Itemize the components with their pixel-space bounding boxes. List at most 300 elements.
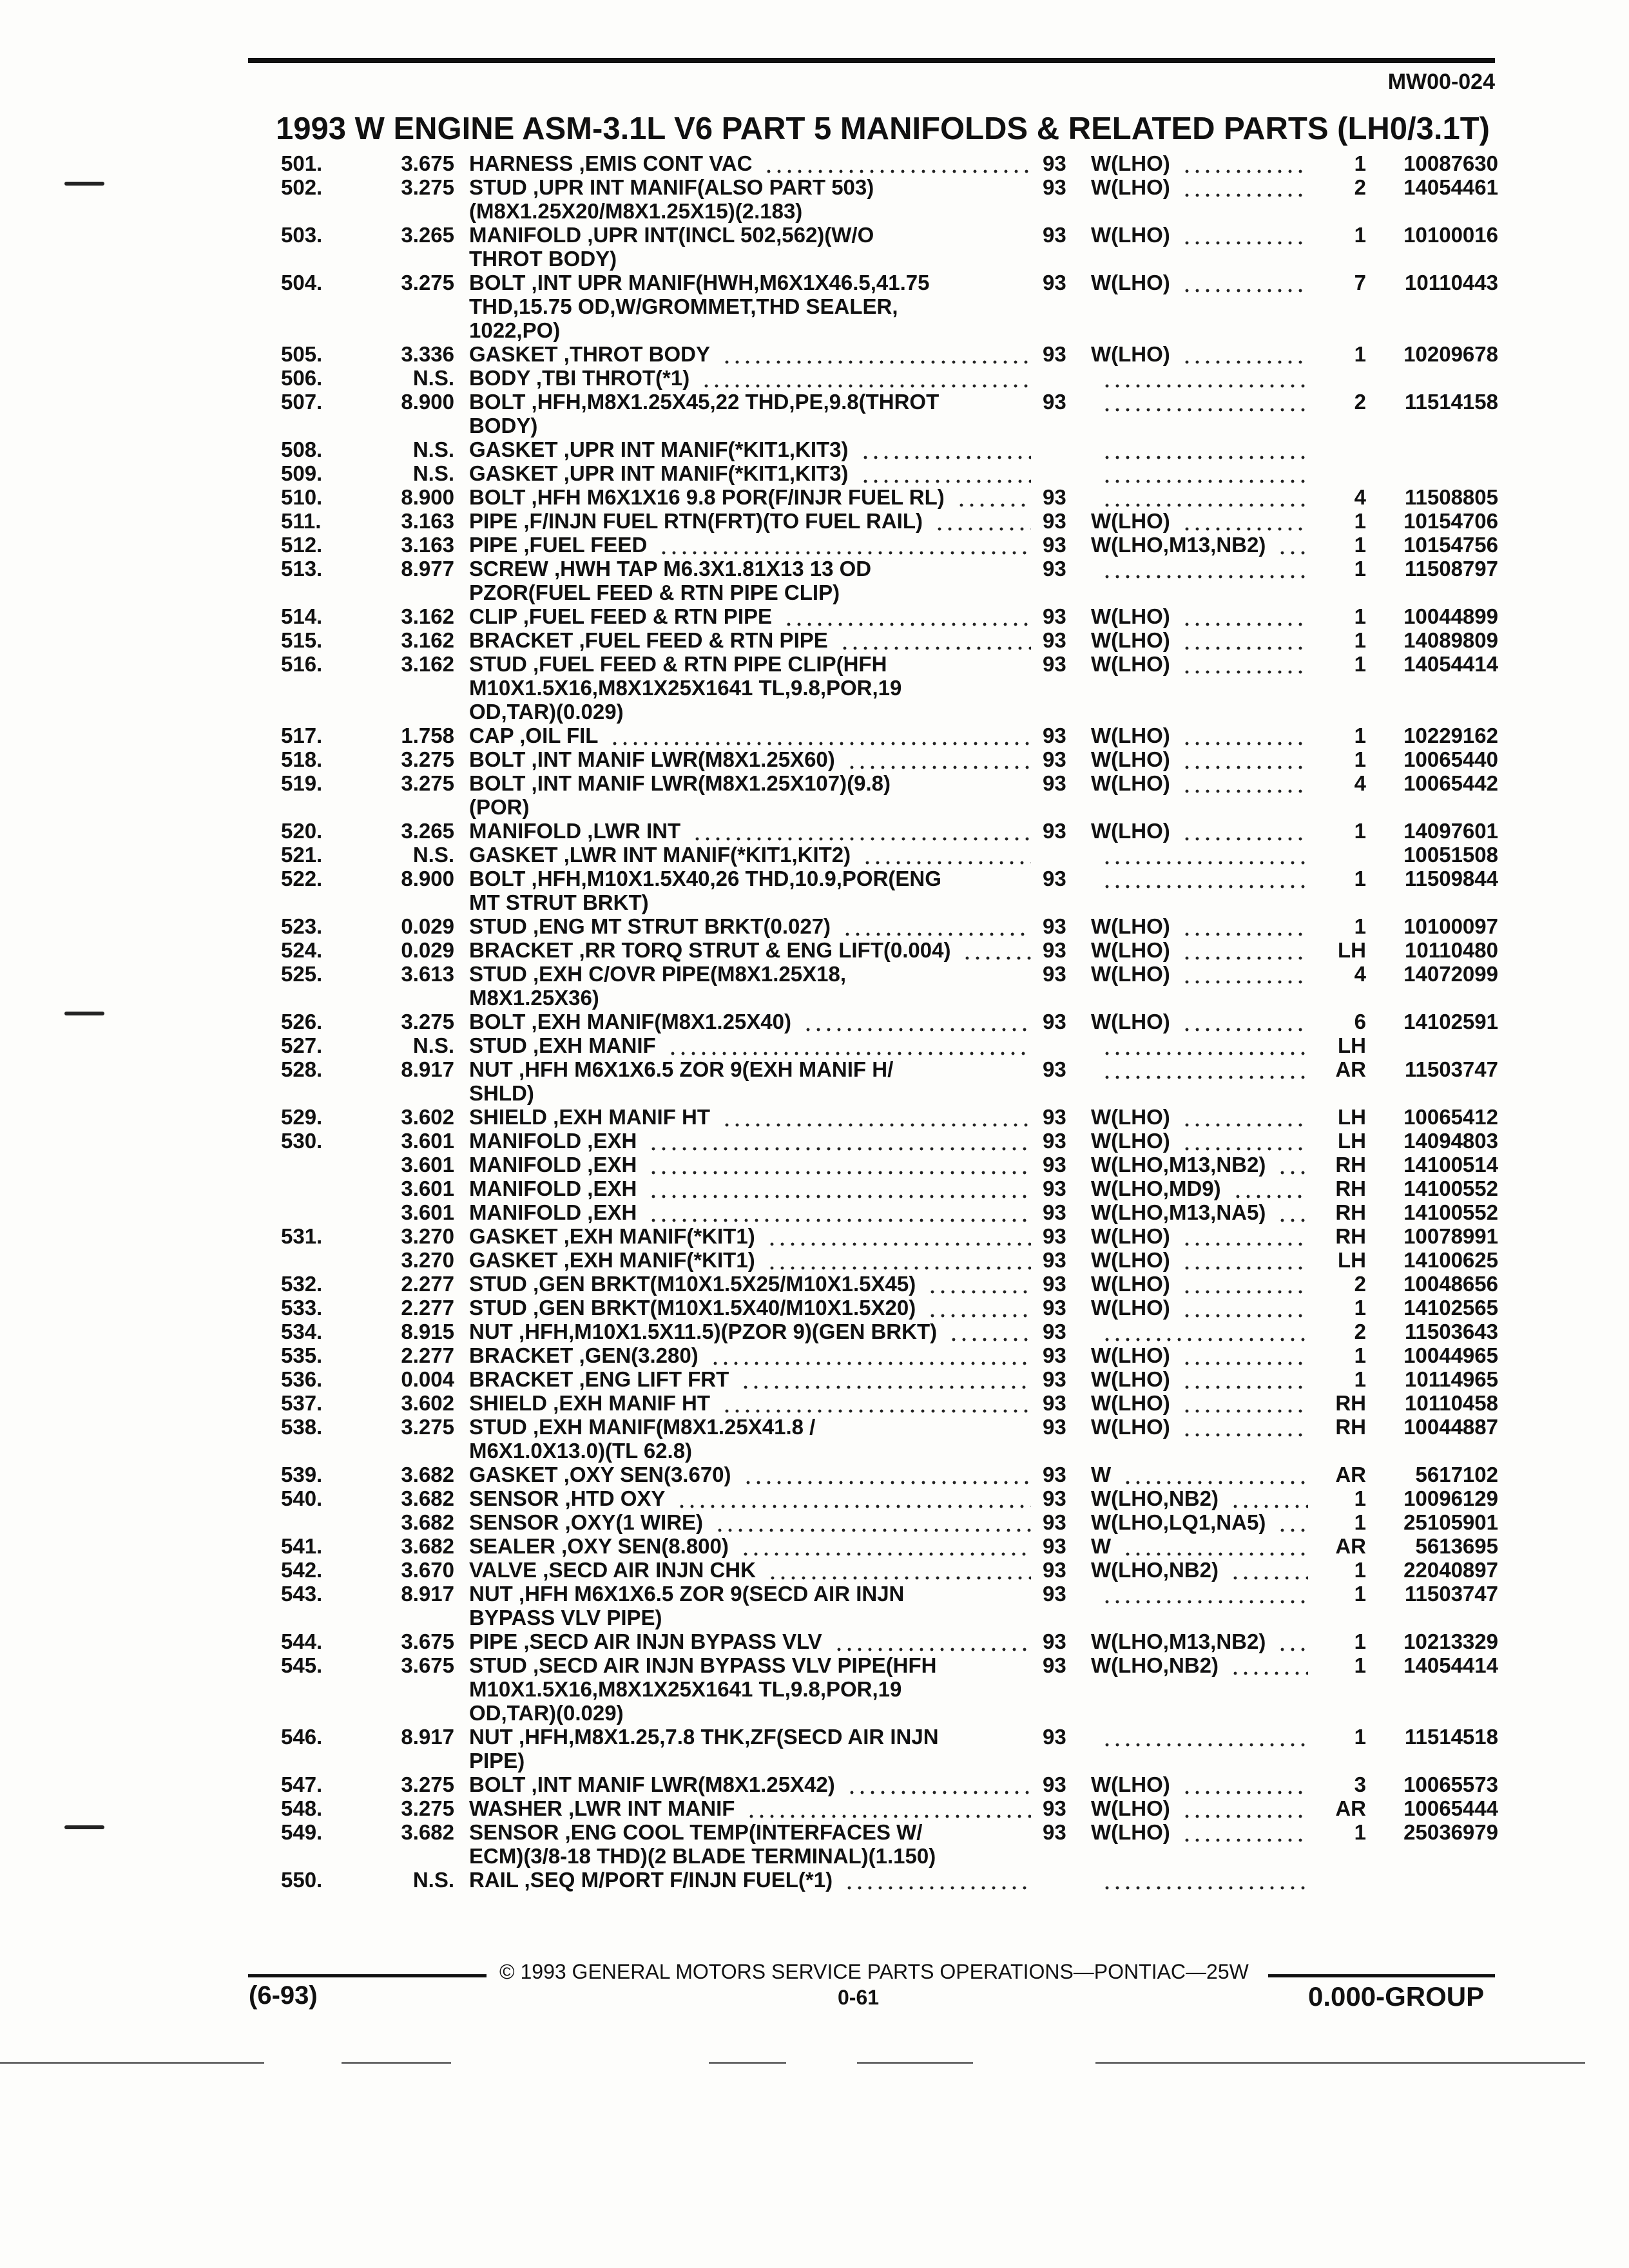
description-line: GASKET ,UPR INT MANIF(*KIT1,KIT3) xyxy=(469,461,849,485)
model-code: W(LHO) xyxy=(1091,914,1170,938)
group-number: 3.682 xyxy=(401,1463,454,1486)
group-number: 3.162 xyxy=(401,604,454,628)
leader-dots xyxy=(1102,1725,1308,1749)
group-number: 8.900 xyxy=(401,485,454,509)
leader-dots xyxy=(844,1868,1031,1892)
ref-number: 515. xyxy=(281,628,323,652)
quantity: 1 xyxy=(1354,1343,1366,1367)
table-row xyxy=(0,771,1629,819)
ref-number: 517. xyxy=(281,724,323,747)
model-year: 93 xyxy=(1043,1725,1066,1749)
leader-dots xyxy=(648,1177,1031,1200)
table-row xyxy=(0,366,1629,390)
quantity: 1 xyxy=(1354,747,1366,771)
model-year: 93 xyxy=(1043,1105,1066,1129)
description-line: NUT ,HFH M6X1X6.5 ZOR 9(SECD AIR INJN xyxy=(469,1582,905,1606)
ref-number: 532. xyxy=(281,1272,323,1296)
description-line: HARNESS ,EMIS CONT VAC xyxy=(469,151,753,175)
part-number: 25036979 xyxy=(1403,1820,1498,1844)
model-year: 93 xyxy=(1043,1367,1066,1391)
quantity: 1 xyxy=(1354,914,1366,938)
part-number: 10051508 xyxy=(1403,843,1498,867)
model-code: W(LHO) xyxy=(1091,1105,1170,1129)
description-line: SHIELD ,EXH MANIF HT xyxy=(469,1391,711,1415)
footer-rule-right xyxy=(1268,1974,1495,1977)
table-row xyxy=(0,342,1629,366)
group-number: N.S. xyxy=(412,437,454,461)
ref-number: 526. xyxy=(281,1010,323,1033)
model-year: 93 xyxy=(1043,1796,1066,1820)
model-year: 93 xyxy=(1043,151,1066,175)
model-year: 93 xyxy=(1043,1272,1066,1296)
model-code: W(LHO,NB2) xyxy=(1091,1558,1219,1582)
ref-number: 502. xyxy=(281,175,323,199)
description-line: BRACKET ,FUEL FEED & RTN PIPE xyxy=(469,628,828,652)
model-code: W(LHO) xyxy=(1091,962,1170,986)
description-line: (M8X1.25X20/M8X1.25X15)(2.183) xyxy=(469,199,803,223)
group-number: 3.275 xyxy=(401,271,454,294)
description-line: MANIFOLD ,EXH xyxy=(469,1200,637,1224)
model-code: W(LHO) xyxy=(1091,1010,1170,1033)
quantity: 7 xyxy=(1354,271,1366,294)
leader-dots xyxy=(715,1510,1031,1534)
ref-number: 534. xyxy=(281,1320,323,1343)
part-number: 14054414 xyxy=(1403,1653,1498,1677)
part-number: 10110480 xyxy=(1404,938,1498,962)
model-code: W xyxy=(1091,1534,1112,1558)
ref-number: 504. xyxy=(281,271,323,294)
part-description xyxy=(469,223,1036,271)
description-line: MANIFOLD ,EXH xyxy=(469,1153,637,1177)
part-description xyxy=(469,390,1036,437)
part-number: 14100625 xyxy=(1403,1248,1498,1272)
description-line: BOLT ,INT UPR MANIF(HWH,M6X1X46.5,41.75 xyxy=(469,271,930,294)
description-line: NUT ,HFH,M8X1.25,7.8 THK,ZF(SECD AIR INJN xyxy=(469,1725,939,1749)
table-row xyxy=(0,1796,1629,1820)
leader-dots xyxy=(1182,1820,1308,1844)
table-row xyxy=(0,1725,1629,1773)
description-line: STUD ,ENG MT STRUT BRKT(0.027) xyxy=(469,914,831,938)
table-row xyxy=(0,437,1629,461)
ref-number: 513. xyxy=(281,557,323,581)
description-line: BOLT ,HFH M6X1X16 9.8 POR(F/INJR FUEL RL) xyxy=(469,485,945,509)
leader-dots xyxy=(1102,843,1308,867)
description-line: M8X1.25X36) xyxy=(469,986,599,1010)
part-number: 14072099 xyxy=(1403,962,1498,986)
quantity: 2 xyxy=(1354,175,1366,199)
model-year: 93 xyxy=(1043,1200,1066,1224)
model-year: 93 xyxy=(1043,485,1066,509)
table-row xyxy=(0,1534,1629,1558)
description-line: STUD ,FUEL FEED & RTN PIPE CLIP(HFH xyxy=(469,652,887,676)
description-line: OD,TAR)(0.029) xyxy=(469,700,624,724)
model-code: W(LHO) xyxy=(1091,1272,1170,1296)
description-line: MANIFOLD ,LWR INT xyxy=(469,819,681,843)
group-number: 3.275 xyxy=(401,1010,454,1033)
description-line: M10X1.5X16,M8X1X25X1641 TL,9.8,POR,19 xyxy=(469,1677,902,1701)
description-line: GASKET ,OXY SEN(3.670) xyxy=(469,1463,731,1486)
part-number: 10078991 xyxy=(1403,1224,1498,1248)
ref-number: 538. xyxy=(281,1415,323,1439)
quantity: 6 xyxy=(1354,1010,1366,1033)
table-row xyxy=(0,1153,1629,1177)
quantity: 1 xyxy=(1354,1582,1366,1606)
ref-number: 545. xyxy=(281,1653,323,1677)
description-line: BRACKET ,GEN(3.280) xyxy=(469,1343,699,1367)
ref-number: 514. xyxy=(281,604,323,628)
description-line: SHLD) xyxy=(469,1081,534,1105)
page-code: MW00-024 xyxy=(1387,70,1495,94)
description-line: BODY) xyxy=(469,414,538,437)
part-number: 14054461 xyxy=(1403,175,1498,199)
group-number: 3.163 xyxy=(401,533,454,557)
group-number: 3.601 xyxy=(401,1153,454,1177)
quantity: RH xyxy=(1335,1391,1366,1415)
model-code: W(LHO) xyxy=(1091,1820,1170,1844)
leader-dots xyxy=(1182,1367,1308,1391)
part-number: 11503747 xyxy=(1404,1057,1498,1081)
model-code: W(LHO) xyxy=(1091,771,1170,795)
description-line: RAIL ,SEQ M/PORT F/INJN FUEL(*1) xyxy=(469,1868,833,1892)
ref-number: 536. xyxy=(281,1367,323,1391)
ref-number: 541. xyxy=(281,1534,323,1558)
leader-dots xyxy=(1182,1391,1308,1415)
model-year: 93 xyxy=(1043,1343,1066,1367)
group-number: 3.336 xyxy=(401,342,454,366)
part-number: 11509844 xyxy=(1404,867,1498,890)
table-row xyxy=(0,1200,1629,1224)
quantity: 1 xyxy=(1354,342,1366,366)
model-year: 93 xyxy=(1043,1534,1066,1558)
table-row xyxy=(0,1510,1629,1534)
model-year: 93 xyxy=(1043,533,1066,557)
leader-dots xyxy=(648,1129,1031,1153)
leader-dots xyxy=(701,366,1031,390)
quantity: AR xyxy=(1335,1463,1366,1486)
table-row xyxy=(0,533,1629,557)
part-description xyxy=(469,271,1036,342)
quantity: 1 xyxy=(1354,223,1366,247)
group-number: 3.613 xyxy=(401,962,454,986)
part-number: 10154706 xyxy=(1403,509,1498,533)
part-number: 10209678 xyxy=(1403,342,1498,366)
description-line: BRACKET ,ENG LIFT FRT xyxy=(469,1367,729,1391)
description-line: BOLT ,INT MANIF LWR(M8X1.25X60) xyxy=(469,747,835,771)
model-year: 93 xyxy=(1043,652,1066,676)
description-line: SEALER ,OXY SEN(8.800) xyxy=(469,1534,729,1558)
part-number: 14100552 xyxy=(1403,1177,1498,1200)
quantity: LH xyxy=(1338,938,1366,962)
ref-number: 519. xyxy=(281,771,323,795)
quantity: 4 xyxy=(1354,962,1366,986)
leader-dots xyxy=(1182,652,1308,676)
description-line: THROT BODY) xyxy=(469,247,617,271)
leader-dots xyxy=(710,1343,1031,1367)
table-row xyxy=(0,390,1629,437)
group-number: 3.682 xyxy=(401,1534,454,1558)
group-number: 3.162 xyxy=(401,652,454,676)
ref-number: 542. xyxy=(281,1558,323,1582)
ref-number: 543. xyxy=(281,1582,323,1606)
model-code: W(LHO) xyxy=(1091,271,1170,294)
description-line: GASKET ,EXH MANIF(*KIT1) xyxy=(469,1224,755,1248)
group-number: N.S. xyxy=(412,843,454,867)
group-number: 3.275 xyxy=(401,175,454,199)
quantity: 1 xyxy=(1354,628,1366,652)
quantity: 1 xyxy=(1354,1510,1366,1534)
model-code: W(LHO) xyxy=(1091,1129,1170,1153)
quantity: 1 xyxy=(1354,1629,1366,1653)
table-row xyxy=(0,914,1629,938)
model-year: 93 xyxy=(1043,604,1066,628)
table-row xyxy=(0,1129,1629,1153)
model-code: W(LHO) xyxy=(1091,509,1170,533)
ref-number: 503. xyxy=(281,223,323,247)
leader-dots xyxy=(1182,1796,1308,1820)
model-code: W(LHO,LQ1,NA5) xyxy=(1091,1510,1266,1534)
model-code: W(LHO) xyxy=(1091,1343,1170,1367)
model-code: W(LHO,NB2) xyxy=(1091,1486,1219,1510)
quantity: LH xyxy=(1338,1248,1366,1272)
part-description xyxy=(469,867,1036,914)
group-number: 3.275 xyxy=(401,1773,454,1796)
group-number: 3.682 xyxy=(401,1510,454,1534)
leader-dots xyxy=(1123,1463,1308,1486)
leader-dots xyxy=(1182,604,1308,628)
leader-dots xyxy=(1102,1033,1308,1057)
description-line: STUD ,GEN BRKT(M10X1.5X25/M10X1.5X45) xyxy=(469,1272,916,1296)
table-row xyxy=(0,867,1629,914)
ref-number: 512. xyxy=(281,533,323,557)
table-row xyxy=(0,1486,1629,1510)
table-row xyxy=(0,1367,1629,1391)
model-code: W(LHO) xyxy=(1091,652,1170,676)
description-line: BODY ,TBI THROT(*1) xyxy=(469,366,690,390)
leader-dots xyxy=(1277,533,1308,557)
model-year: 93 xyxy=(1043,1510,1066,1534)
group-number: N.S. xyxy=(412,461,454,485)
leader-dots xyxy=(1233,1177,1308,1200)
quantity: 1 xyxy=(1354,1725,1366,1749)
part-description xyxy=(469,962,1036,1010)
table-row xyxy=(0,509,1629,533)
part-description xyxy=(469,175,1036,223)
leader-dots xyxy=(1102,1057,1308,1081)
model-year: 93 xyxy=(1043,962,1066,986)
model-year: 93 xyxy=(1043,1629,1066,1653)
description-line: PIPE ,SECD AIR INJN BYPASS VLV xyxy=(469,1629,822,1653)
ref-number: 518. xyxy=(281,747,323,771)
model-year: 93 xyxy=(1043,1129,1066,1153)
table-row xyxy=(0,938,1629,962)
table-row xyxy=(0,485,1629,509)
description-line: GASKET ,EXH MANIF(*KIT1) xyxy=(469,1248,755,1272)
table-row xyxy=(0,962,1629,1010)
group-number: 0.029 xyxy=(401,938,454,962)
description-line: VALVE ,SECD AIR INJN CHK xyxy=(469,1558,756,1582)
part-description xyxy=(469,1653,1036,1725)
description-line: BOLT ,INT MANIF LWR(M8X1.25X42) xyxy=(469,1773,835,1796)
ref-number: 550. xyxy=(281,1868,323,1892)
table-row xyxy=(0,604,1629,628)
leader-dots xyxy=(934,509,1031,533)
scan-line xyxy=(342,2062,451,2064)
table-row xyxy=(0,1105,1629,1129)
model-year: 93 xyxy=(1043,557,1066,581)
description-line: STUD ,GEN BRKT(M10X1.5X40/M10X1.5X20) xyxy=(469,1296,916,1320)
model-code: W(LHO,NB2) xyxy=(1091,1653,1219,1677)
ref-number: 516. xyxy=(281,652,323,676)
model-year: 93 xyxy=(1043,342,1066,366)
group-number: 0.004 xyxy=(401,1367,454,1391)
leader-dots xyxy=(1182,1224,1308,1248)
model-year: 93 xyxy=(1043,628,1066,652)
part-number: 10065444 xyxy=(1403,1796,1498,1820)
quantity: 1 xyxy=(1354,1486,1366,1510)
model-year: 93 xyxy=(1043,1153,1066,1177)
quantity: 1 xyxy=(1354,509,1366,533)
model-code: W(LHO,M13,NB2) xyxy=(1091,1629,1266,1653)
model-year: 93 xyxy=(1043,1177,1066,1200)
leader-dots xyxy=(743,1463,1031,1486)
group-number: 8.977 xyxy=(401,557,454,581)
leader-dots xyxy=(1182,175,1308,199)
part-description xyxy=(469,771,1036,819)
leader-dots xyxy=(764,151,1031,175)
model-year: 93 xyxy=(1043,1224,1066,1248)
model-year: 93 xyxy=(1043,223,1066,247)
group-number: N.S. xyxy=(412,366,454,390)
part-number: 10065573 xyxy=(1403,1773,1498,1796)
ref-number: 527. xyxy=(281,1033,323,1057)
part-number: 10110458 xyxy=(1404,1391,1498,1415)
table-row xyxy=(0,1463,1629,1486)
group-number: 3.682 xyxy=(401,1486,454,1510)
group-number: 8.917 xyxy=(401,1057,454,1081)
leader-dots xyxy=(1182,628,1308,652)
model-code: W(LHO) xyxy=(1091,1773,1170,1796)
model-code: W(LHO) xyxy=(1091,223,1170,247)
ref-number: 510. xyxy=(281,485,323,509)
leader-dots xyxy=(1182,962,1308,986)
ref-number: 540. xyxy=(281,1486,323,1510)
part-description xyxy=(469,557,1036,604)
model-code: W(LHO) xyxy=(1091,938,1170,962)
group-number: 8.900 xyxy=(401,867,454,890)
part-number: 10100097 xyxy=(1403,914,1498,938)
table-row xyxy=(0,747,1629,771)
table-row xyxy=(0,223,1629,271)
leader-dots xyxy=(1102,1582,1308,1606)
ref-number: 523. xyxy=(281,914,323,938)
description-line: STUD ,EXH C/OVR PIPE(M8X1.25X18, xyxy=(469,962,847,986)
description-line: PIPE) xyxy=(469,1749,525,1773)
parts-table xyxy=(0,151,1629,1892)
description-line: SHIELD ,EXH MANIF HT xyxy=(469,1105,711,1129)
model-year: 93 xyxy=(1043,271,1066,294)
table-row xyxy=(0,652,1629,724)
group-number: 3.265 xyxy=(401,819,454,843)
description-line: (POR) xyxy=(469,795,530,819)
group-number: 2.277 xyxy=(401,1272,454,1296)
description-line: NUT ,HFH,M10X1.5X11.5)(PZOR 9)(GEN BRKT) xyxy=(469,1320,938,1343)
leader-dots xyxy=(862,843,1031,867)
leader-dots xyxy=(1182,1105,1308,1129)
group-number: 3.270 xyxy=(401,1224,454,1248)
model-code: W(LHO) xyxy=(1091,604,1170,628)
description-line: GASKET ,UPR INT MANIF(*KIT1,KIT3) xyxy=(469,437,849,461)
description-line: STUD ,SECD AIR INJN BYPASS VLV PIPE(HFH xyxy=(469,1653,937,1677)
model-year: 93 xyxy=(1043,914,1066,938)
group-number: 3.163 xyxy=(401,509,454,533)
table-row xyxy=(0,1558,1629,1582)
leader-dots xyxy=(1182,1010,1308,1033)
leader-dots xyxy=(847,747,1031,771)
quantity: 2 xyxy=(1354,390,1366,414)
description-line: PIPE ,F/INJN FUEL RTN(FRT)(TO FUEL RAIL) xyxy=(469,509,923,533)
table-row xyxy=(0,1057,1629,1105)
model-year: 93 xyxy=(1043,175,1066,199)
part-number: 10110443 xyxy=(1404,271,1498,294)
quantity: 1 xyxy=(1354,819,1366,843)
description-line: BOLT ,HFH,M10X1.5X40,26 THD,10.9,POR(ENG xyxy=(469,867,941,890)
leader-dots xyxy=(956,485,1031,509)
leader-dots xyxy=(927,1296,1031,1320)
group-number: 3.265 xyxy=(401,223,454,247)
model-code: W(LHO) xyxy=(1091,724,1170,747)
table-row xyxy=(0,151,1629,175)
group-number: 8.917 xyxy=(401,1582,454,1606)
quantity: 4 xyxy=(1354,485,1366,509)
leader-dots xyxy=(722,1391,1031,1415)
leader-dots xyxy=(1182,1129,1308,1153)
table-row xyxy=(0,1820,1629,1868)
part-description xyxy=(469,1582,1036,1629)
table-row xyxy=(0,1773,1629,1796)
ref-number: 546. xyxy=(281,1725,323,1749)
model-year: 93 xyxy=(1043,509,1066,533)
leader-dots xyxy=(1277,1629,1308,1653)
leader-dots xyxy=(1182,271,1308,294)
leader-dots xyxy=(834,1629,1031,1653)
leader-dots xyxy=(692,819,1031,843)
quantity: 1 xyxy=(1354,1296,1366,1320)
leader-dots xyxy=(1102,557,1308,581)
quantity: 1 xyxy=(1354,1820,1366,1844)
table-row xyxy=(0,271,1629,342)
description-line: MANIFOLD ,EXH xyxy=(469,1129,637,1153)
scan-line xyxy=(0,2062,264,2064)
leader-dots xyxy=(1182,747,1308,771)
part-number: 14054414 xyxy=(1403,652,1498,676)
model-code: W(LHO) xyxy=(1091,342,1170,366)
description-line: SENSOR ,ENG COOL TEMP(INTERFACES W/ xyxy=(469,1820,923,1844)
quantity: 2 xyxy=(1354,1272,1366,1296)
ref-number: 528. xyxy=(281,1057,323,1081)
part-number: 10213329 xyxy=(1403,1629,1498,1653)
leader-dots xyxy=(1102,485,1308,509)
model-year: 93 xyxy=(1043,819,1066,843)
part-number: 10044887 xyxy=(1403,1415,1498,1439)
group-number: 3.275 xyxy=(401,1796,454,1820)
ref-number: 539. xyxy=(281,1463,323,1486)
leader-dots xyxy=(1182,1248,1308,1272)
part-number: 14094803 xyxy=(1403,1129,1498,1153)
group-number: 3.275 xyxy=(401,771,454,795)
quantity: 4 xyxy=(1354,771,1366,795)
table-row xyxy=(0,1343,1629,1367)
table-row xyxy=(0,819,1629,843)
